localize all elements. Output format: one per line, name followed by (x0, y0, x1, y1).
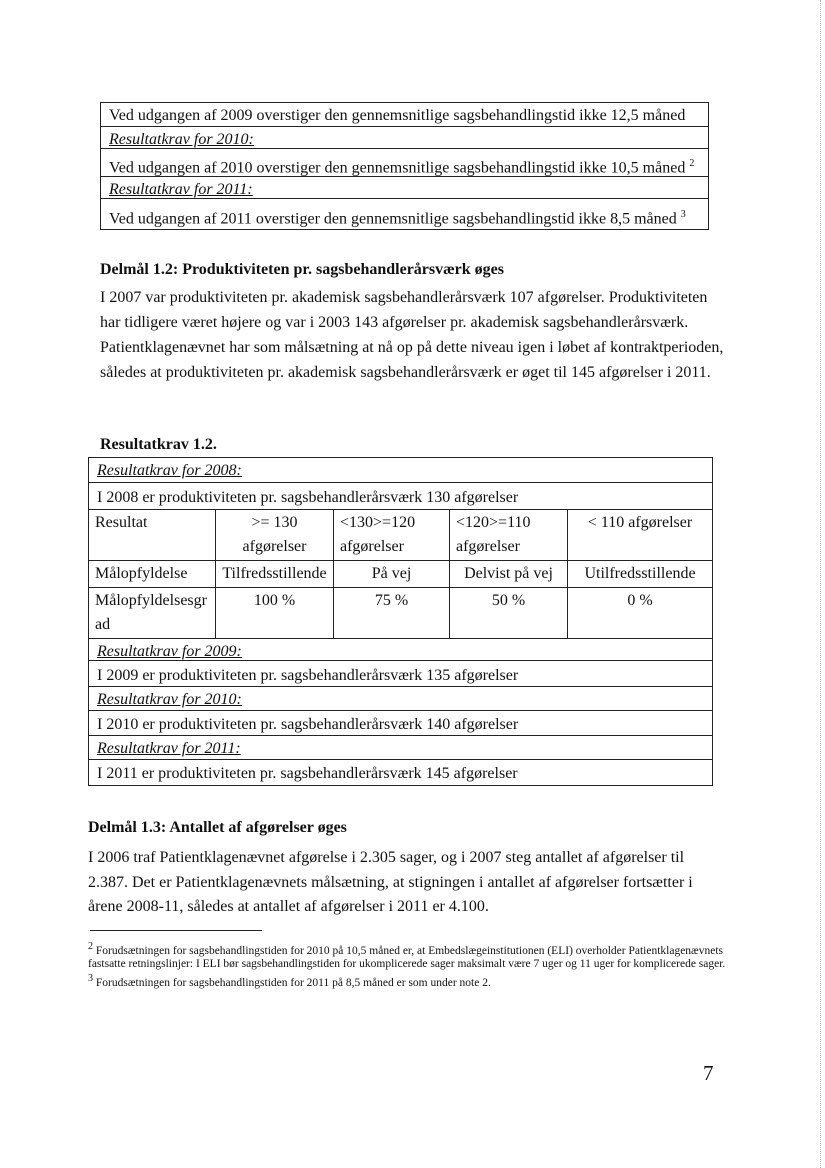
goal-fulfilment-table (88, 509, 713, 639)
label-2009 (89, 638, 712, 661)
subheading-resultatkrav-1-2: Resultatkrav 1.2. (100, 436, 217, 453)
footnotes (88, 940, 738, 990)
footnote-text: Forudsætningen for sagsbehandlingstiden for 2010 på 10,5 måned er, at Embedslægeinstitutionen (ELI) overholder Patientklagenævnets fastsatte retningslinjer: I ELI bør sagsbehandlingstiden for ukomplicerede sager maksimalt være 7 uger og 11 uger for komplicerede sager. (88, 944, 726, 971)
paragraph-1-2-b: Patientklagenævnet har som målsætning at nå op på dette niveau igen i løbet af kontraktperioden, således at produktiviteten pr. akademisk sagsbehandlerårsværk er øget til 145 afgørelser i 2011. (100, 339, 724, 381)
label-2010-productivity-text: Resultatkrav for 2010: (97, 691, 242, 708)
cell: Delvist på vej (450, 561, 568, 588)
requirement-2011 (101, 199, 708, 229)
cell: <120>=110 afgørelser (450, 510, 568, 561)
result-requirements-table-1-2 (88, 457, 713, 786)
cell: >= 130 afgørelser (216, 510, 334, 561)
footnote-text: Forudsætningen for sagsbehandlingstiden for 2011 på 8,5 måned er som under note 2. (95, 976, 491, 989)
requirement-2011-productivity: I 2011 er produktiviteten pr. sagsbehandlerårsværk 145 afgørelser (97, 765, 518, 782)
cell: Resultat (89, 510, 216, 561)
cell: 0 % (568, 588, 713, 639)
requirement-2011-text: Ved udgangen af 2011 overstiger den gennemsnitlige sagsbehandlingstid ikke 8,5 måned (109, 210, 677, 228)
footnote-2 (88, 940, 738, 972)
cell: Målopfyldelse (89, 561, 216, 588)
label-2008 (89, 458, 712, 483)
requirement-2010-productivity: I 2010 er produktiviteten pr. sagsbehandlerårsværk 140 afgørelser (89, 711, 712, 736)
footnote-separator (90, 930, 262, 931)
cell: 100 % (216, 588, 334, 639)
cell: <130>=120 afgørelser (334, 510, 450, 561)
footnote-3 (88, 972, 738, 990)
label-2011-productivity-text: Resultatkrav for 2011: (97, 740, 241, 757)
footnote-number: 3 (88, 972, 93, 984)
label-2011-productivity (89, 736, 712, 760)
footnote-number: 2 (88, 941, 93, 952)
label-2011-text: Resultatkrav for 2011: (109, 181, 253, 198)
label-2010-productivity (89, 687, 712, 711)
cell: Tilfredsstillende (216, 561, 334, 588)
footnote-ref-3: 3 (680, 209, 686, 220)
cell: 50 % (450, 588, 568, 639)
requirement-2008: I 2008 er produktiviteten pr. sagsbehandlerårsværk 130 afgørelser (89, 483, 712, 510)
requirement-2009-productivity: I 2009 er produktiviteten pr. sagsbehandlerårsværk 135 afgørelser (89, 661, 712, 687)
cell: < 110 afgørelser (568, 510, 713, 561)
requirement-2010-text: Ved udgangen af 2010 overstiger den gennemsnitlige sagsbehandlingstid ikke 10,5 måned (109, 159, 686, 177)
label-2008-text: Resultatkrav for 2008: (97, 462, 242, 479)
table-row-malopfyldelsesgrad (89, 588, 713, 639)
requirement-2009: Ved udgangen af 2009 overstiger den gennemsnitlige sagsbehandlingstid ikke 12,5 måned (101, 103, 708, 127)
paragraph-1-2-a: I 2007 var produktiviteten pr. akademisk sagsbehandlerårsværk 107 afgørelser. Produktiviteten har tidligere været højere og var i 2003 143 afgørelser pr. akademisk sagsbehandlerårsværk. (100, 289, 708, 331)
cell: På vej (334, 561, 450, 588)
section-heading-1-2: Delmål 1.2: Produktiviteten pr. sagsbehandlerårsværk øges (100, 261, 504, 278)
footnote-ref-2: 2 (689, 158, 695, 169)
label-2011 (101, 177, 708, 199)
table-row-malopfyldelse (89, 561, 713, 588)
section-heading-1-3: Delmål 1.3: Antallet af afgørelser øges (88, 819, 347, 836)
cell: Målopfyldelsesgrad (89, 588, 216, 639)
label-2010-text: Resultatkrav for 2010: (109, 131, 254, 148)
label-2009-text: Resultatkrav for 2009: (97, 643, 242, 660)
table-row-resultat (89, 510, 713, 561)
scan-edge (820, 0, 821, 1168)
page-number: 7 (703, 1061, 714, 1085)
result-requirements-box-1-1 (100, 102, 709, 230)
cell: 75 % (334, 588, 450, 639)
cell: Utilfredsstillende (568, 561, 713, 588)
paragraph-1-3: I 2006 traf Patientklagenævnet afgørelse i 2.305 sager, og i 2007 steg antallet af afgørelser til 2.387. Det er Patientklagenævnets målsætning, at stigningen i antallet af afgørelser fortsætter i årene 2008-11, således at antallet af afgørelser i 2011 er 4.100. (88, 849, 693, 915)
requirement-2010 (101, 149, 708, 177)
label-2010 (101, 127, 708, 149)
